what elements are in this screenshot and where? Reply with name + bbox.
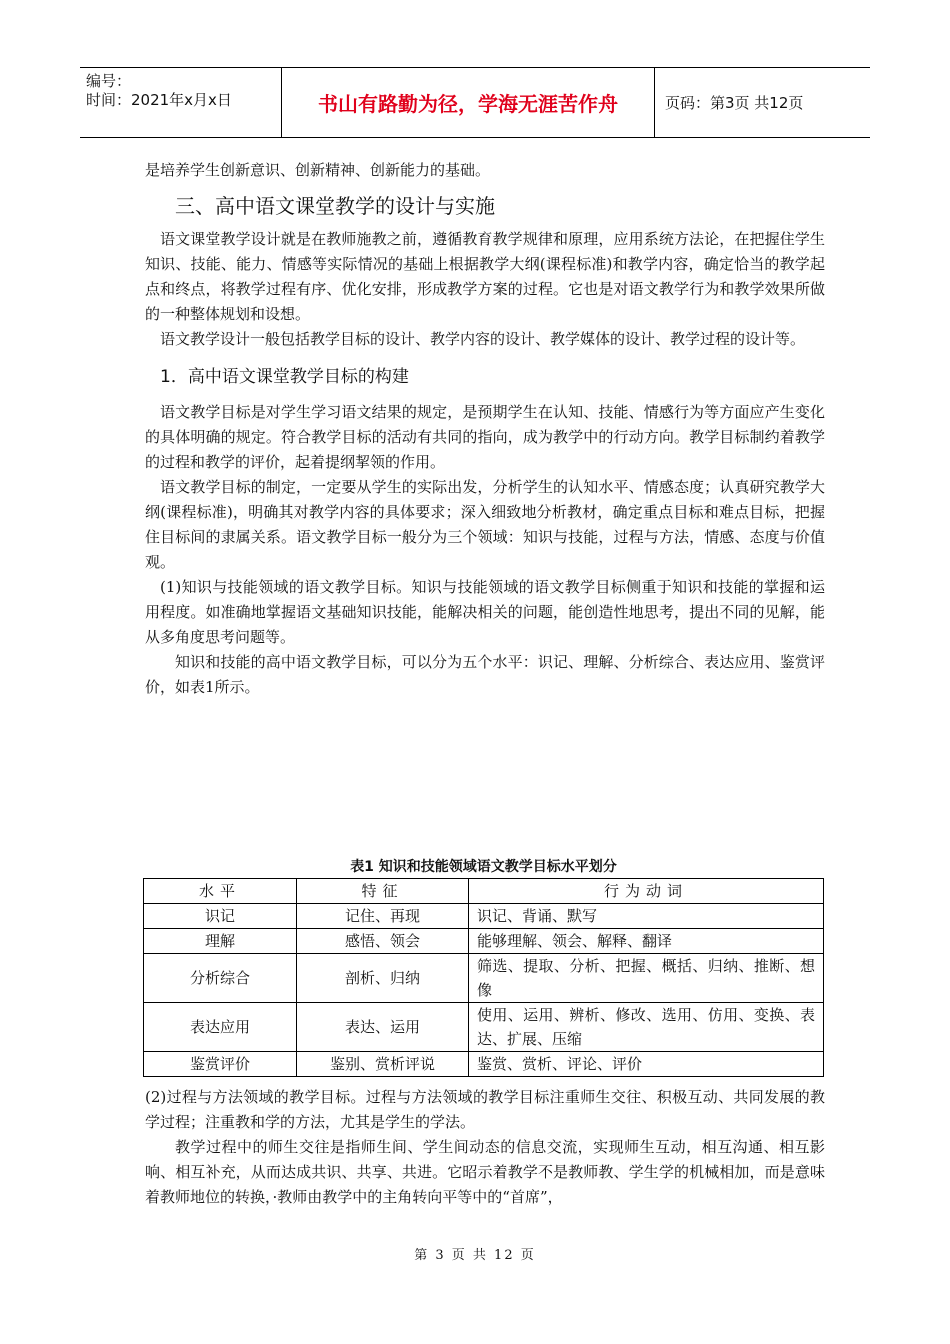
table-header-cell: 水平	[144, 879, 297, 904]
table-cell: 筛选、提取、分析、把握、概括、归纳、推断、想像	[469, 954, 824, 1003]
paragraph: 语文课堂教学设计就是在教师施教之前，遵循教育教学规律和原理，应用系统方法论，在把握住学生知识、技能、能力、情感等实际情况的基础上根据教学大纲(课程标准)和教学内容，确定恰当的教学起点和终点，将教学过程有序、优化安排，形成教学方案的过程。它也是对语文教学行为和教学效果所做的一种整体规划和设想。	[145, 230, 825, 323]
table-cell: 识记	[144, 904, 297, 929]
table-cell: 表达应用	[144, 1003, 297, 1052]
paragraph: 语文教学设计一般包括教学目标的设计、教学内容的设计、教学媒体的设计、教学过程的设计等。	[160, 330, 806, 348]
document-number: 编号：	[86, 72, 132, 90]
paragraph: 是培养学生创新意识、创新精神、创新能力的基础。	[145, 161, 491, 179]
table-cell: 记住、再现	[297, 904, 469, 929]
table-row	[144, 1003, 824, 1052]
paragraph: (1)知识与技能领域的语文教学目标。知识与技能领域的语文教学目标侧重于知识和技能的掌握和运用程度。如准确地掌握语文基础知识技能，能解决相关的问题，能创造性地思考，提出不同的见解，能从多角度思考问题等。	[145, 578, 825, 646]
header-page-info: 页码：第3页 共12页	[665, 94, 804, 112]
table-cell: 鉴赏、赏析、评论、评价	[469, 1052, 824, 1077]
paragraph: 语文教学目标是对学生学习语文结果的规定，是预期学生在认知、技能、情感行为等方面应产生变化的具体明确的规定。符合教学目标的活动有共同的指向，成为教学中的行动方向。教学目标制约着教学的过程和教学的评价，起着提纲挈领的作用。	[145, 403, 825, 471]
document-body-continued	[145, 1085, 825, 1210]
table-row	[144, 929, 824, 954]
subsection-title: 1．高中语文课堂教学目标的构建	[160, 367, 409, 387]
page-header	[80, 67, 870, 138]
table-caption: 表1 知识和技能领域语文教学目标水平划分	[350, 859, 617, 875]
paragraph: 教学过程中的师生交往是指师生间、学生间动态的信息交流，实现师生互动，相互沟通、相互影响、相互补充，从而达成共识、共享、共进。它昭示着教学不是教师教、学生学的机械相加，而是意味着教师地位的转换，·教师由教学中的主角转向平等中的“首席”，	[145, 1138, 825, 1206]
header-meta	[80, 68, 282, 137]
objective-level-table	[143, 878, 824, 1077]
section-title: 三、高中语文课堂教学的设计与实施	[175, 194, 495, 218]
table-row	[144, 954, 824, 1003]
table-cell: 感悟、领会	[297, 929, 469, 954]
table-row	[144, 904, 824, 929]
table-cell: 使用、运用、辨析、修改、选用、仿用、变换、表达、扩展、压缩	[469, 1003, 824, 1052]
paragraph: 知识和技能的高中语文教学目标，可以分为五个水平：识记、理解、分析综合、表达应用、鉴赏评价，如表1所示。	[145, 653, 825, 696]
table-cell: 鉴赏评价	[144, 1052, 297, 1077]
header-motto: 书山有路勤为径，学海无涯苦作舟	[282, 68, 655, 137]
table-cell: 理解	[144, 929, 297, 954]
table-cell: 能够理解、领会、解释、翻译	[469, 929, 824, 954]
document-time: 时间：2021年x月x日	[86, 91, 232, 109]
table-header-row	[144, 879, 824, 904]
table-cell: 识记、背诵、默写	[469, 904, 824, 929]
table-cell: 鉴别、赏析评说	[297, 1052, 469, 1077]
document-body	[145, 158, 825, 700]
table-row	[144, 1052, 824, 1077]
table-cell: 表达、运用	[297, 1003, 469, 1052]
paragraph: 语文教学目标的制定，一定要从学生的实际出发，分析学生的认知水平、情感态度；认真研究教学大纲(课程标准)，明确其对教学内容的具体要求；深入细致地分析教材，确定重点目标和难点目标，把握住目标间的隶属关系。语文教学目标一般分为三个领域：知识与技能，过程与方法，情感、态度与价值观。	[145, 478, 825, 571]
table-cell: 分析综合	[144, 954, 297, 1003]
paragraph: (2)过程与方法领域的教学目标。过程与方法领域的教学目标注重师生交往、积极互动、共同发展的教学过程；注重教和学的方法，尤其是学生的学法。	[145, 1088, 825, 1131]
table-header-cell: 行为动词	[469, 879, 824, 904]
table-container	[143, 856, 824, 1077]
table-cell: 剖析、归纳	[297, 954, 469, 1003]
table-header-cell: 特征	[297, 879, 469, 904]
page-footer: 第 3 页 共 12 页	[414, 1248, 536, 1263]
